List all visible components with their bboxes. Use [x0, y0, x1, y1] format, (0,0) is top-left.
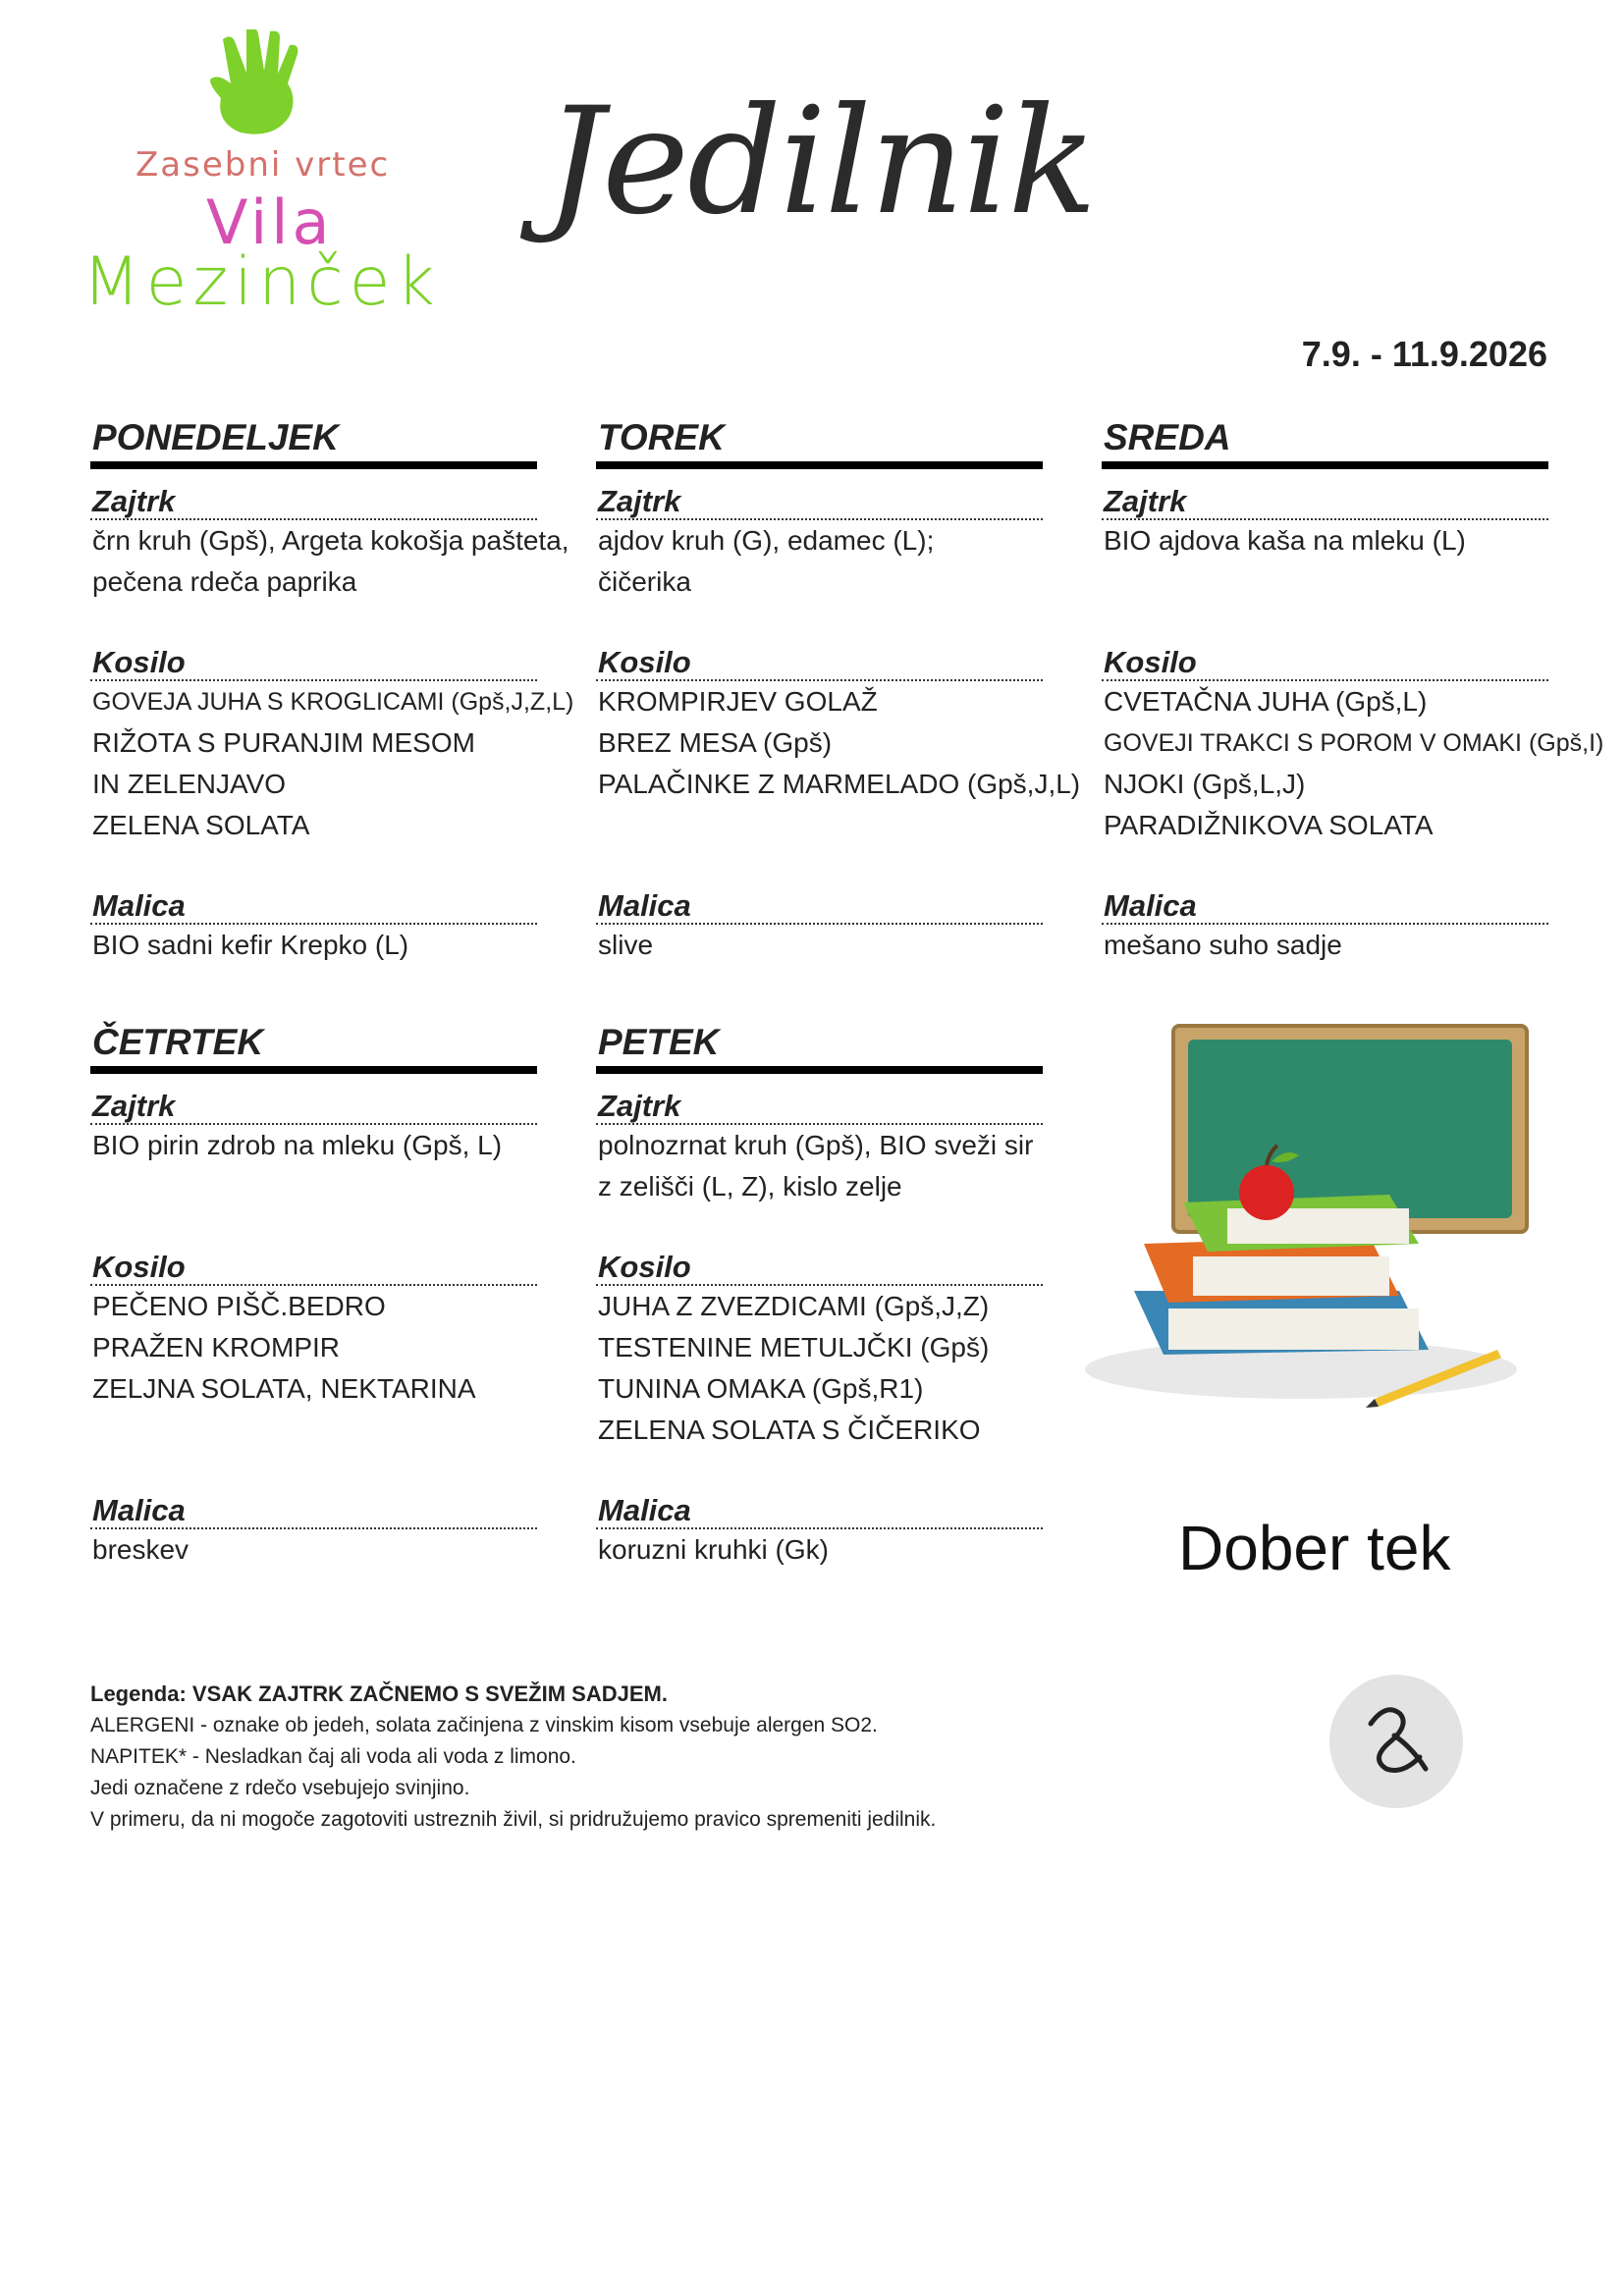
day-tuesday	[596, 416, 1081, 966]
meal-line: JUHA Z ZVEZDICAMI (Gpš,J,Z)	[598, 1291, 990, 1321]
meal-line: RIŽOTA S PURANJIM MESOM	[92, 727, 475, 758]
meal-line: PEČENO PIŠČ.BEDRO	[92, 1291, 386, 1321]
meal-label: Malica	[596, 1494, 1043, 1529]
day-friday	[596, 1021, 1043, 1571]
signature-badge	[1329, 1675, 1463, 1808]
day-title: SREDA	[1102, 416, 1548, 469]
meal-zajtrk	[90, 484, 569, 603]
meal-label: Kosilo	[1102, 646, 1548, 681]
day-title: ČETRTEK	[90, 1021, 537, 1074]
meal-kosilo	[1102, 645, 1604, 846]
day-wednesday	[1102, 416, 1604, 966]
day-title: TOREK	[596, 416, 1043, 469]
legend-head: Legenda: VSAK ZAJTRK ZAČNEMO S SVEŽIM SADJEM.	[90, 1682, 668, 1706]
meal-label: Zajtrk	[1102, 485, 1548, 520]
meal-zajtrk	[596, 1090, 1043, 1207]
logo-line-2: Vila	[206, 187, 334, 258]
meal-line: čičerika	[598, 566, 691, 597]
meal-malica	[596, 889, 1043, 966]
logo-line-3: Mezinček	[82, 243, 441, 321]
legend-line: NAPITEK* - Nesladkan čaj ali voda ali voda z limono.	[90, 1745, 576, 1768]
meal-line: BREZ MESA (Gpš)	[598, 727, 833, 758]
meal-zajtrk	[1102, 485, 1548, 603]
meal-malica	[596, 1494, 1043, 1571]
meal-label: Malica	[1102, 889, 1548, 925]
meal-label: Zajtrk	[596, 1090, 1043, 1125]
meal-zajtrk	[596, 485, 1043, 603]
meal-line: TUNINA OMAKA (Gpš,R1)	[598, 1373, 924, 1404]
meal-line: z zelišči (L, Z), kislo zelje	[598, 1171, 902, 1201]
legend	[90, 1679, 1170, 1836]
chalkboard-books-illustration	[1075, 1016, 1546, 1428]
dober-tek: Dober tek	[1178, 1513, 1451, 1583]
meal-label: Kosilo	[90, 646, 537, 681]
legend-line: Jedi označene z rdečo vsebujejo svinjino.	[90, 1777, 470, 1799]
meal-line: črn kruh (Gpš), Argeta kokošja pašteta,	[92, 525, 569, 556]
meal-line: slive	[598, 930, 654, 960]
meal-line: KROMPIRJEV GOLAŽ	[598, 686, 878, 717]
meal-line: koruzni kruhki (Gk)	[598, 1534, 829, 1565]
meal-line	[1104, 561, 1548, 603]
day-title: PONEDELJEK	[90, 416, 537, 469]
day-thursday	[90, 1021, 537, 1571]
meal-malica	[90, 1494, 537, 1571]
meal-line: pečena rdeča paprika	[92, 566, 357, 597]
meal-label: Malica	[596, 889, 1043, 925]
page-title: Jedilnik	[545, 77, 1096, 247]
meal-line: IN ZELENJAVO	[92, 769, 287, 799]
meal-line: GOVEJA JUHA S KROGLICAMI (Gpš,J,Z,L)	[92, 688, 574, 716]
date-range: 7.9. - 11.9.2026	[1301, 334, 1547, 374]
meal-line	[92, 1166, 537, 1207]
meal-line: TESTENINE METULJČKI (Gpš)	[598, 1332, 990, 1362]
meal-kosilo	[596, 1251, 1043, 1451]
meal-label: Malica	[90, 1494, 537, 1529]
meal-line: NJOKI (Gpš,L,J)	[1104, 769, 1306, 799]
meal-line: breskev	[92, 1534, 189, 1565]
meal-label: Kosilo	[90, 1251, 537, 1286]
meal-label: Kosilo	[596, 646, 1043, 681]
meal-label: Zajtrk	[596, 485, 1043, 520]
meal-line: ajdov kruh (G), edamec (L);	[598, 525, 935, 556]
hand-icon	[182, 29, 319, 147]
meal-label: Kosilo	[596, 1251, 1043, 1286]
legend-line: V primeru, da ni mogoče zagotoviti ustreznih živil, si pridružujemo pravico spremeniti jedilnik.	[90, 1808, 937, 1831]
signature-icon	[1329, 1675, 1463, 1808]
meal-line: PALAČINKE Z MARMELADO (Gpš,J,L)	[598, 769, 1081, 799]
meal-line: ZELJNA SOLATA, NEKTARINA	[92, 1373, 476, 1404]
meal-line: GOVEJI TRAKCI S POROM V OMAKI (Gpš,I)	[1104, 729, 1604, 757]
meal-label: Malica	[90, 889, 537, 925]
meal-line: ZELENA SOLATA	[92, 810, 310, 840]
meal-line: BIO pirin zdrob na mleku (Gpš, L)	[92, 1130, 503, 1160]
meal-line: BIO sadni kefir Krepko (L)	[92, 930, 409, 960]
meal-line: PARADIŽNIKOVA SOLATA	[1104, 810, 1434, 840]
meal-line: CVETAČNA JUHA (Gpš,L)	[1104, 686, 1428, 717]
day-monday	[90, 416, 574, 966]
meal-malica	[1102, 889, 1548, 966]
logo	[69, 29, 452, 334]
meal-line	[92, 1410, 537, 1451]
day-title: PETEK	[596, 1021, 1043, 1074]
meal-kosilo	[90, 645, 574, 846]
meal-line: PRAŽEN KROMPIR	[92, 1332, 341, 1362]
meal-zajtrk	[90, 1090, 537, 1207]
meal-label: Zajtrk	[90, 485, 537, 520]
meal-line: ZELENA SOLATA S ČIČERIKO	[598, 1415, 981, 1445]
meal-line	[598, 805, 1043, 846]
meal-label: Zajtrk	[90, 1090, 537, 1125]
meal-malica	[90, 889, 537, 966]
meal-line: BIO ajdova kaša na mleku (L)	[1104, 525, 1466, 556]
meal-kosilo	[90, 1251, 537, 1451]
meal-kosilo	[596, 645, 1081, 846]
logo-line-1: Zasebni vrtec	[135, 145, 391, 185]
legend-line: ALERGENI - oznake ob jedeh, solata začinjena z vinskim kisom vsebuje alergen SO2.	[90, 1714, 878, 1736]
meal-line: mešano suho sadje	[1104, 930, 1342, 960]
meal-line: polnozrnat kruh (Gpš), BIO sveži sir	[598, 1130, 1034, 1160]
